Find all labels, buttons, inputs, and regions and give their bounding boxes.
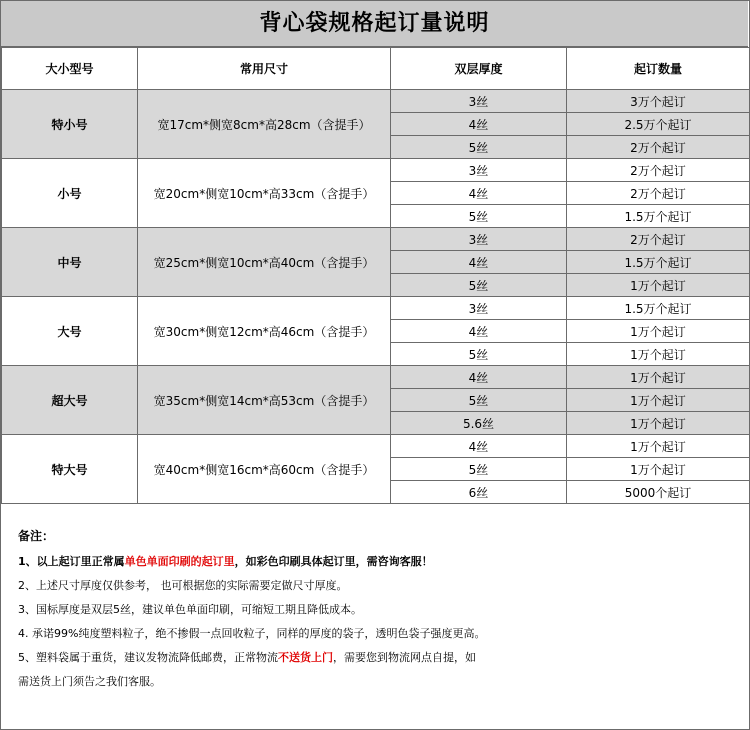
- notes-section: [18, 524, 738, 694]
- thickness-cell: 4丝: [391, 251, 567, 274]
- moq-cell: 1万个起订: [567, 343, 750, 366]
- moq-cell: 1.5万个起订: [567, 205, 750, 228]
- spec-table-body: [2, 90, 750, 504]
- table-row: [2, 366, 750, 389]
- table-row: [2, 90, 750, 113]
- header-thickness: 双层厚度: [391, 48, 567, 90]
- thickness-cell: 5丝: [391, 136, 567, 159]
- moq-cell: 1.5万个起订: [567, 297, 750, 320]
- moq-cell: 1万个起订: [567, 435, 750, 458]
- note-5-part-c: ，需要您到物流网点自提，如: [333, 651, 476, 664]
- note-1-highlight: 单色单面印刷的起订里: [124, 555, 235, 568]
- size-name-cell: 超大号: [2, 366, 138, 435]
- table-row: [2, 159, 750, 182]
- dimension-cell: 宽35cm*侧宽14cm*高53cm（含提手）: [138, 366, 391, 435]
- size-name-cell: 大号: [2, 297, 138, 366]
- table-row: [2, 297, 750, 320]
- thickness-cell: 4丝: [391, 366, 567, 389]
- thickness-cell: 4丝: [391, 182, 567, 205]
- thickness-cell: 5丝: [391, 205, 567, 228]
- note-5: [18, 646, 738, 670]
- thickness-cell: 4丝: [391, 435, 567, 458]
- thickness-cell: 5.6丝: [391, 412, 567, 435]
- note-4: 4. 承诺99%纯度塑料粒子，绝不掺假一点回收粒子，同样的厚度的袋子，透明色袋子强度更高。: [18, 627, 486, 640]
- thickness-cell: 5丝: [391, 343, 567, 366]
- dimension-cell: 宽30cm*侧宽12cm*高46cm（含提手）: [138, 297, 391, 366]
- moq-cell: 1万个起订: [567, 412, 750, 435]
- thickness-cell: 3丝: [391, 297, 567, 320]
- note-1: [18, 550, 738, 574]
- thickness-cell: 5丝: [391, 274, 567, 297]
- header-dims: 常用尺寸: [138, 48, 391, 90]
- note-5-part-a: 5、塑料袋属于重货，建议发物流降低邮费，正常物流: [18, 651, 278, 664]
- note-5-highlight: 不送货上门: [278, 651, 333, 664]
- moq-cell: 1.5万个起订: [567, 251, 750, 274]
- dimension-cell: 宽20cm*侧宽10cm*高33cm（含提手）: [138, 159, 391, 228]
- note-6: 需送货上门须告之我们客服。: [18, 675, 161, 688]
- note-1-part-c: ，如彩色印刷具体起订里，需咨询客服！: [234, 555, 433, 568]
- thickness-cell: 5丝: [391, 389, 567, 412]
- moq-cell: 1万个起订: [567, 274, 750, 297]
- moq-cell: 5000个起订: [567, 481, 750, 504]
- size-name-cell: 特大号: [2, 435, 138, 504]
- table-row: [2, 228, 750, 251]
- moq-cell: 1万个起订: [567, 366, 750, 389]
- size-name-cell: 特小号: [2, 90, 138, 159]
- note-1-part-a: 1、以上起订里正常属: [18, 555, 125, 568]
- header-size: 大小型号: [2, 48, 138, 90]
- header-moq: 起订数量: [567, 48, 750, 90]
- moq-cell: 2万个起订: [567, 159, 750, 182]
- moq-cell: 2万个起订: [567, 182, 750, 205]
- table-row: [2, 435, 750, 458]
- dimension-cell: 宽40cm*侧宽16cm*高60cm（含提手）: [138, 435, 391, 504]
- spec-table: [1, 47, 750, 504]
- note-2: 2、上述尺寸厚度仅供参考， 也可根据您的实际需要定做尺寸厚度。: [18, 579, 348, 592]
- page-title: 背心袋规格起订量说明: [1, 1, 748, 47]
- thickness-cell: 3丝: [391, 228, 567, 251]
- moq-cell: 2万个起订: [567, 228, 750, 251]
- moq-cell: 1万个起订: [567, 458, 750, 481]
- size-name-cell: 小号: [2, 159, 138, 228]
- thickness-cell: 5丝: [391, 458, 567, 481]
- moq-cell: 3万个起订: [567, 90, 750, 113]
- thickness-cell: 4丝: [391, 113, 567, 136]
- notes-heading: 备注：: [18, 529, 55, 543]
- thickness-cell: 3丝: [391, 90, 567, 113]
- moq-cell: 2万个起订: [567, 136, 750, 159]
- note-3: 3、国标厚度是双层5丝，建议单色单面印刷，可缩短工期且降低成本。: [18, 603, 362, 616]
- dimension-cell: 宽17cm*侧宽8cm*高28cm（含提手）: [138, 90, 391, 159]
- thickness-cell: 4丝: [391, 320, 567, 343]
- moq-cell: 1万个起订: [567, 320, 750, 343]
- thickness-cell: 3丝: [391, 159, 567, 182]
- table-header-row: [2, 48, 750, 90]
- moq-cell: 2.5万个起订: [567, 113, 750, 136]
- moq-cell: 1万个起订: [567, 389, 750, 412]
- size-name-cell: 中号: [2, 228, 138, 297]
- dimension-cell: 宽25cm*侧宽10cm*高40cm（含提手）: [138, 228, 391, 297]
- thickness-cell: 6丝: [391, 481, 567, 504]
